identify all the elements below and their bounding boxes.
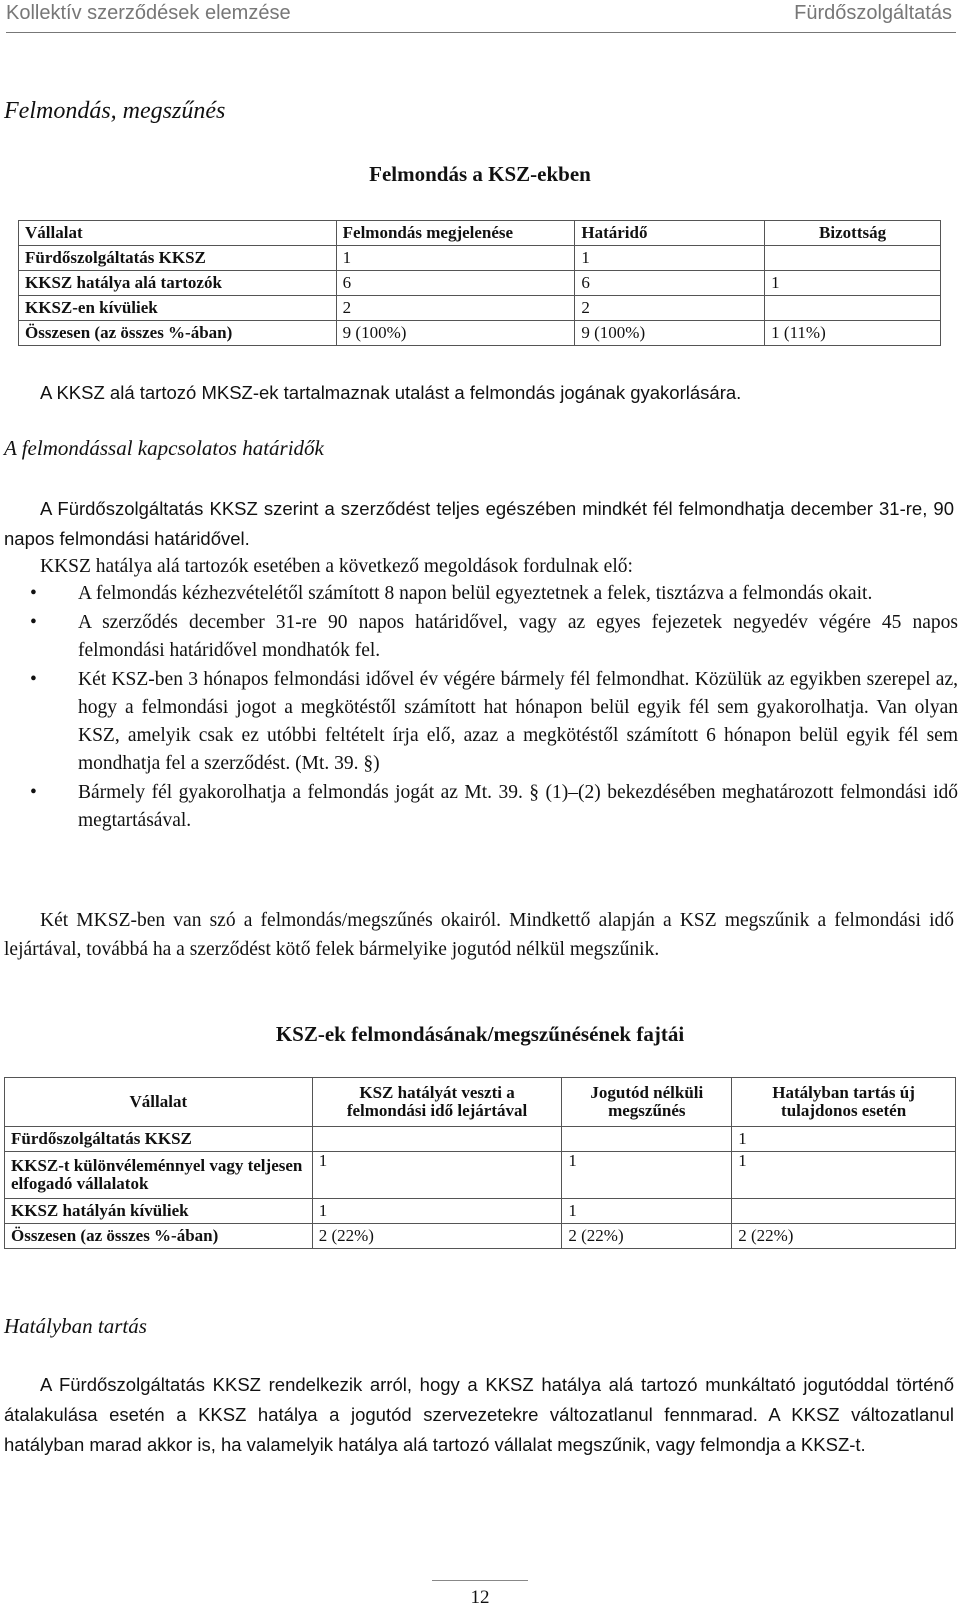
page-number: 12: [470, 1587, 490, 1608]
table-cell: [765, 246, 941, 271]
table1-header-row: [19, 221, 941, 246]
table-cell: 1: [765, 271, 941, 296]
table-cell: [732, 1199, 956, 1224]
table-cell: 9 (100%): [575, 321, 765, 346]
table-row: [5, 1224, 956, 1249]
table-cell: 1: [732, 1152, 956, 1199]
table-row: [5, 1127, 956, 1152]
table-row: [19, 271, 941, 296]
table2-header-cell: Jogutód nélküli megszűnés: [562, 1078, 732, 1127]
table-cell: Összesen (az összes %-ában): [5, 1224, 313, 1249]
table2-header-cell: KSZ hatályát veszti a felmondási idő lejártával: [312, 1078, 562, 1127]
table-cell: 6: [575, 271, 765, 296]
bullet-icon: •: [30, 782, 37, 803]
paragraph-mksz-okok: Két MKSZ-ben van szó a felmondás/megszűnés okairól. Mindkettő alapján a KSZ megszűnik a felmondási idő lejártával, továbbá ha a szerződést kötő felek bármelyike jogutód nélkül megszűnik.: [4, 910, 954, 960]
table-cell: 6: [336, 271, 575, 296]
bullet-icon: •: [30, 583, 37, 604]
list-item: [0, 609, 958, 665]
table-cell: 9 (100%): [336, 321, 575, 346]
table1-header-cell: Felmondás megjelenése: [336, 221, 575, 246]
table-cell: 1: [562, 1199, 732, 1224]
table-cell: KKSZ hatálya alá tartozók: [19, 271, 337, 296]
table2-header-cell: Vállalat: [5, 1078, 313, 1127]
table-cell: [765, 296, 941, 321]
table-row: [5, 1152, 956, 1199]
table-cell: KKSZ-t különvéleménnyel vagy teljesen elfogadó vállalatok: [5, 1152, 313, 1199]
table2-title: KSZ-ek felmondásának/megszűnésének fajtái: [275, 1022, 685, 1046]
bullet-icon: •: [30, 612, 37, 633]
table2-header-cell: Hatályban tartás új tulajdonos esetén: [732, 1078, 956, 1127]
section-heading-felmondas: Felmondás, megszűnés: [4, 98, 226, 124]
list-item: [0, 666, 958, 778]
table-cell: 2 (22%): [312, 1224, 562, 1249]
table-row: [19, 296, 941, 321]
table-cell: [312, 1127, 562, 1152]
page-header: [6, 0, 956, 33]
table-row: [5, 1199, 956, 1224]
table2-header-row: [5, 1078, 956, 1127]
table1-title: Felmondás a KSZ-ekben: [369, 162, 591, 186]
footer-rule: [432, 1580, 528, 1581]
header-right-title: Fürdőszolgáltatás: [794, 2, 952, 24]
table-cell: 1: [312, 1199, 562, 1224]
table-cell: 2 (22%): [562, 1224, 732, 1249]
table-cell: 1: [336, 246, 575, 271]
subsection-heading-hataridok: A felmondással kapcsolatos határidők: [4, 436, 324, 460]
table-cell: Fürdőszolgáltatás KKSZ: [19, 246, 337, 271]
table-cell: 2: [336, 296, 575, 321]
table-cell: KKSZ hatályán kívüliek: [5, 1199, 313, 1224]
paragraph-mksz-utalas: A KKSZ alá tartozó MKSZ-ek tartalmaznak utalást a felmondás jogának gyakorlására.: [40, 382, 742, 403]
table1-header-cell: Vállalat: [19, 221, 337, 246]
paragraph-hatalyban-tartas: A Fürdőszolgáltatás KKSZ rendelkezik arról, hogy a KKSZ hatálya alá tartozó munkáltató jogutóddal történő átalakulása esetén a KKSZ hatálya a jogutód szervezetekre változatlanul fennmarad. A KKSZ változatlanul hatályban marad akkor is, ha valamelyik hatálya alá tartozó vállalat megszűnik, vagy felmondja a KKSZ-t.: [4, 1374, 954, 1455]
paragraph-megoldasok-intro: KKSZ hatálya alá tartozók esetében a következő megoldások fordulnak elő:: [40, 556, 633, 577]
table-cell: Fürdőszolgáltatás KKSZ: [5, 1127, 313, 1152]
table-cell: 2: [575, 296, 765, 321]
list-item-text: A felmondás kézhezvételétől számított 8 napon belül egyeztetnek a felek, tisztázva a felmondás okait.: [78, 583, 873, 604]
table1-header-cell: Határidő: [575, 221, 765, 246]
list-item: [0, 580, 958, 608]
table-cell: 1: [312, 1152, 562, 1199]
table-cell: 1 (11%): [765, 321, 941, 346]
bullet-list: [0, 580, 958, 836]
list-item-text: Két KSZ-ben 3 hónapos felmondási idővel év végére bármely fél felmondhat. Közülük az egyikben szerepel az, hogy a felmondási jogot a megkötéstől számított hat hónapon belül egyik fél sem gyakorolhatja. Van olyan KSZ, amelyik csak ez utóbbi feltételt írja elő, azaz a megkötéstől számított 6 hónapon belül egyik fél sem mondhatja fel a szerződést. (Mt. 39. §): [78, 669, 958, 774]
table-cell: [562, 1127, 732, 1152]
paragraph-kksz-felmondas: A Fürdőszolgáltatás KKSZ szerint a szerződést teljes egészében mindkét fél felmondhatja december 31-re, 90 napos felmondási határidővel.: [4, 498, 954, 549]
section-heading-hatalyban-tartas: Hatályban tartás: [4, 1314, 147, 1338]
table1-header-cell: Bizottság: [765, 221, 941, 246]
list-item-text: Bármely fél gyakorolhatja a felmondás jogát az Mt. 39. § (1)–(2) bekezdésében meghatározott felmondási idő megtartásával.: [78, 782, 958, 831]
table-row: [19, 321, 941, 346]
list-item-text: A szerződés december 31-re 90 napos határidővel, vagy az egyes fejezetek negyedév végére 45 napos felmondási határidővel mondhatók fel.: [78, 612, 958, 661]
table2: [4, 1077, 956, 1249]
table-cell: KKSZ-en kívüliek: [19, 296, 337, 321]
table-cell: Összesen (az összes %-ában): [19, 321, 337, 346]
table-cell: 1: [562, 1152, 732, 1199]
list-item: [0, 779, 958, 835]
table1: [18, 220, 941, 346]
bullet-icon: •: [30, 669, 37, 690]
table-row: [19, 246, 941, 271]
table-cell: 1: [732, 1127, 956, 1152]
table-cell: 2 (22%): [732, 1224, 956, 1249]
header-left-title: Kollektív szerződések elemzése: [6, 2, 291, 24]
table-cell: 1: [575, 246, 765, 271]
